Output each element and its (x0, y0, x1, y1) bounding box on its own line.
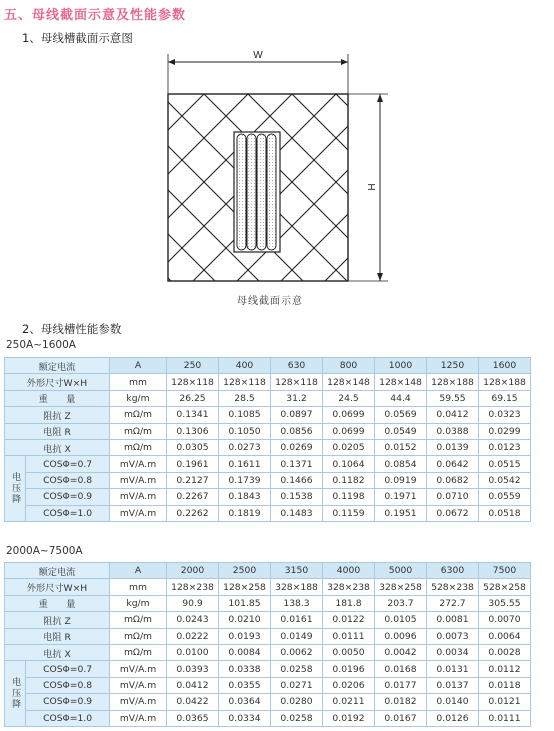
row-label: COSΦ=0.7 (26, 456, 110, 472)
value-cell: 0.0355 (219, 677, 271, 693)
value-cell: 0.0393 (167, 661, 219, 677)
value-cell: 128×258 (219, 579, 271, 595)
row-unit: mV/A.m (110, 489, 167, 505)
value-cell: 0.0412 (427, 407, 479, 423)
value-cell: 0.0682 (427, 472, 479, 488)
value-cell: 0.0105 (375, 612, 427, 628)
value-cell: 0.0126 (427, 710, 479, 726)
value-cell: 0.2262 (167, 505, 219, 521)
performance-heading: 2、母线槽性能参数 (22, 322, 122, 336)
value-cell: 90.9 (167, 595, 219, 611)
table-row (5, 677, 531, 693)
value-cell: 528×258 (479, 579, 531, 595)
row-label: 电抗 X (5, 439, 110, 455)
value-cell: 0.0192 (323, 710, 375, 726)
rated-current-cell: 1000 (375, 358, 427, 374)
value-cell: 0.0222 (167, 628, 219, 644)
value-cell: 181.8 (323, 595, 375, 611)
value-cell: 59.55 (427, 390, 479, 406)
value-cell: 0.1971 (375, 489, 427, 505)
value-cell: 0.1951 (375, 505, 427, 521)
value-cell: 0.0111 (323, 628, 375, 644)
value-cell: 128×238 (167, 579, 219, 595)
value-cell: 0.0258 (271, 710, 323, 726)
value-cell: 0.0299 (479, 423, 531, 439)
value-cell: 0.0699 (323, 407, 375, 423)
row-unit: mΩ/m (110, 423, 167, 439)
value-cell: 128×188 (427, 374, 479, 390)
row-unit: kg/m (110, 595, 167, 611)
value-cell: 0.1341 (167, 407, 219, 423)
table-row (5, 661, 531, 677)
value-cell: 0.0062 (271, 644, 323, 660)
performance-table-2 (4, 562, 531, 727)
row-label: 电阻 R (5, 423, 110, 439)
value-cell: 0.0412 (167, 677, 219, 693)
value-cell: 0.0123 (479, 439, 531, 455)
table-row (5, 710, 531, 726)
value-cell: 0.0210 (219, 612, 271, 628)
value-cell: 0.0559 (479, 489, 531, 505)
voltage-drop-label: 电压降 (5, 661, 26, 727)
value-cell: 0.0182 (375, 694, 427, 710)
row-label: COSΦ=0.8 (26, 677, 110, 693)
value-cell: 0.1843 (219, 489, 271, 505)
value-cell: 0.0642 (427, 456, 479, 472)
table-header-row (5, 563, 531, 579)
row-unit: A (110, 563, 167, 579)
value-cell: 203.7 (375, 595, 427, 611)
value-cell: 128×118 (167, 374, 219, 390)
value-cell: 0.0515 (479, 456, 531, 472)
range-label-2: 2000A~7500A (6, 545, 83, 557)
value-cell: 0.0152 (375, 439, 427, 455)
table-row (5, 694, 531, 710)
table-row (5, 423, 531, 439)
value-cell: 0.1085 (219, 407, 271, 423)
row-label: COSΦ=0.7 (26, 661, 110, 677)
table-row (5, 390, 531, 406)
row-unit: kg/m (110, 390, 167, 406)
row-unit: mV/A.m (110, 710, 167, 726)
value-cell: 128×118 (271, 374, 323, 390)
row-label: 外形尺寸W×H (5, 374, 110, 390)
row-unit: mV/A.m (110, 694, 167, 710)
value-cell: 0.0280 (271, 694, 323, 710)
height-label: H (367, 183, 378, 191)
value-cell: 0.0081 (427, 612, 479, 628)
row-label: 额定电流 (5, 563, 110, 579)
value-cell: 0.0122 (323, 612, 375, 628)
row-unit: mV/A.m (110, 505, 167, 521)
value-cell: 44.4 (375, 390, 427, 406)
value-cell: 0.0073 (427, 628, 479, 644)
value-cell: 0.0161 (271, 612, 323, 628)
value-cell: 31.2 (271, 390, 323, 406)
row-unit: A (110, 358, 167, 374)
table-row (5, 489, 531, 505)
rated-current-cell: 2500 (219, 563, 271, 579)
rated-current-cell: 800 (323, 358, 375, 374)
row-label: COSΦ=1.0 (26, 505, 110, 521)
rated-current-cell: 250 (167, 358, 219, 374)
value-cell: 0.0305 (167, 439, 219, 455)
value-cell: 0.1050 (219, 423, 271, 439)
value-cell: 0.1739 (219, 472, 271, 488)
table-row (5, 644, 531, 660)
row-label: 电抗 X (5, 644, 110, 660)
value-cell: 0.0167 (375, 710, 427, 726)
rated-current-cell: 5000 (375, 563, 427, 579)
rated-current-cell: 3150 (271, 563, 323, 579)
value-cell: 0.0549 (375, 423, 427, 439)
value-cell: 328×238 (323, 579, 375, 595)
row-unit: mΩ/m (110, 644, 167, 660)
row-label: COSΦ=0.9 (26, 694, 110, 710)
value-cell: 128×118 (219, 374, 271, 390)
value-cell: 0.0388 (427, 423, 479, 439)
value-cell: 0.0034 (427, 644, 479, 660)
value-cell: 0.0064 (479, 628, 531, 644)
value-cell: 0.0137 (427, 677, 479, 693)
value-cell: 0.1466 (271, 472, 323, 488)
value-cell: 0.1819 (219, 505, 271, 521)
value-cell: 0.0211 (323, 694, 375, 710)
table-row (5, 456, 531, 472)
row-unit: mV/A.m (110, 456, 167, 472)
row-unit: mm (110, 579, 167, 595)
row-label: 外形尺寸W×H (5, 579, 110, 595)
row-label: 阻抗 Z (5, 612, 110, 628)
row-label: 重 量 (5, 390, 110, 406)
rated-current-cell: 1600 (479, 358, 531, 374)
value-cell: 0.1182 (323, 472, 375, 488)
value-cell: 0.0149 (271, 628, 323, 644)
value-cell: 0.1198 (323, 489, 375, 505)
value-cell: 0.1371 (271, 456, 323, 472)
row-unit: mV/A.m (110, 472, 167, 488)
row-unit: mΩ/m (110, 628, 167, 644)
row-label: COSΦ=0.9 (26, 489, 110, 505)
value-cell: 528×238 (427, 579, 479, 595)
value-cell: 0.0100 (167, 644, 219, 660)
value-cell: 0.0334 (219, 710, 271, 726)
value-cell: 0.0710 (427, 489, 479, 505)
row-unit: mV/A.m (110, 677, 167, 693)
value-cell: 0.0196 (323, 661, 375, 677)
table-row (5, 407, 531, 423)
value-cell: 0.1306 (167, 423, 219, 439)
value-cell: 0.0897 (271, 407, 323, 423)
table-header-row (5, 358, 531, 374)
value-cell: 69.15 (479, 390, 531, 406)
rated-current-cell: 4000 (323, 563, 375, 579)
value-cell: 0.0542 (479, 472, 531, 488)
value-cell: 0.0269 (271, 439, 323, 455)
performance-table-1 (4, 357, 531, 522)
value-cell: 0.0050 (323, 644, 375, 660)
value-cell: 0.0518 (479, 505, 531, 521)
section-title: 五、母线截面示意及性能参数 (4, 8, 187, 23)
value-cell: 0.0070 (479, 612, 531, 628)
value-cell: 24.5 (323, 390, 375, 406)
value-cell: 0.0096 (375, 628, 427, 644)
row-label: 重 量 (5, 595, 110, 611)
value-cell: 272.7 (427, 595, 479, 611)
value-cell: 328×258 (375, 579, 427, 595)
value-cell: 0.0139 (427, 439, 479, 455)
table-row (5, 612, 531, 628)
busway-cross-section-figure (160, 50, 400, 310)
value-cell: 0.0365 (167, 710, 219, 726)
value-cell: 0.0206 (323, 677, 375, 693)
value-cell: 0.0131 (427, 661, 479, 677)
rated-current-cell: 2000 (167, 563, 219, 579)
rated-current-cell: 400 (219, 358, 271, 374)
value-cell: 0.0338 (219, 661, 271, 677)
rated-current-cell: 630 (271, 358, 323, 374)
value-cell: 26.25 (167, 390, 219, 406)
value-cell: 0.1611 (219, 456, 271, 472)
table-row (5, 374, 531, 390)
value-cell: 0.0205 (323, 439, 375, 455)
value-cell: 0.2127 (167, 472, 219, 488)
row-unit: mΩ/m (110, 612, 167, 628)
value-cell: 0.0919 (375, 472, 427, 488)
value-cell: 0.0672 (427, 505, 479, 521)
value-cell: 0.0323 (479, 407, 531, 423)
row-label: COSΦ=1.0 (26, 710, 110, 726)
table-row (5, 505, 531, 521)
value-cell: 0.1159 (323, 505, 375, 521)
voltage-drop-label: 电压降 (5, 456, 26, 522)
value-cell: 0.0699 (323, 423, 375, 439)
value-cell: 0.0177 (375, 677, 427, 693)
range-label-1: 250A~1600A (6, 339, 76, 351)
row-label: 额定电流 (5, 358, 110, 374)
value-cell: 0.0273 (219, 439, 271, 455)
value-cell: 0.2267 (167, 489, 219, 505)
value-cell: 0.0084 (219, 644, 271, 660)
value-cell: 305.55 (479, 595, 531, 611)
row-unit: mV/A.m (110, 661, 167, 677)
rated-current-cell: 7500 (479, 563, 531, 579)
table-row (5, 595, 531, 611)
figure-heading: 1、母线槽截面示意图 (22, 31, 133, 45)
width-label: W (253, 50, 263, 61)
value-cell: 0.0193 (219, 628, 271, 644)
value-cell: 138.3 (271, 595, 323, 611)
value-cell: 0.1538 (271, 489, 323, 505)
value-cell: 0.0258 (271, 661, 323, 677)
rated-current-cell: 1250 (427, 358, 479, 374)
value-cell: 28.5 (219, 390, 271, 406)
value-cell: 128×188 (479, 374, 531, 390)
value-cell: 0.0121 (479, 694, 531, 710)
figure-caption: 母线截面示意 (237, 296, 303, 307)
value-cell: 0.0140 (427, 694, 479, 710)
row-unit: mΩ/m (110, 439, 167, 455)
value-cell: 0.0856 (271, 423, 323, 439)
row-unit: mΩ/m (110, 407, 167, 423)
value-cell: 128×148 (375, 374, 427, 390)
value-cell: 0.0028 (479, 644, 531, 660)
value-cell: 0.0569 (375, 407, 427, 423)
table-row (5, 472, 531, 488)
value-cell: 128×148 (323, 374, 375, 390)
row-label: 电阻 R (5, 628, 110, 644)
table-row (5, 579, 531, 595)
value-cell: 0.0271 (271, 677, 323, 693)
table-row (5, 628, 531, 644)
value-cell: 0.0422 (167, 694, 219, 710)
row-label: COSΦ=0.8 (26, 472, 110, 488)
value-cell: 0.0111 (479, 710, 531, 726)
row-label: 阻抗 Z (5, 407, 110, 423)
table-row (5, 439, 531, 455)
value-cell: 0.0118 (479, 677, 531, 693)
value-cell: 0.0112 (479, 661, 531, 677)
rated-current-cell: 6300 (427, 563, 479, 579)
value-cell: 0.1064 (323, 456, 375, 472)
value-cell: 0.1483 (271, 505, 323, 521)
row-unit: mm (110, 374, 167, 390)
value-cell: 0.0854 (375, 456, 427, 472)
value-cell: 0.0243 (167, 612, 219, 628)
value-cell: 0.1961 (167, 456, 219, 472)
value-cell: 0.0364 (219, 694, 271, 710)
value-cell: 101.85 (219, 595, 271, 611)
value-cell: 328×188 (271, 579, 323, 595)
value-cell: 0.0042 (375, 644, 427, 660)
value-cell: 0.0168 (375, 661, 427, 677)
